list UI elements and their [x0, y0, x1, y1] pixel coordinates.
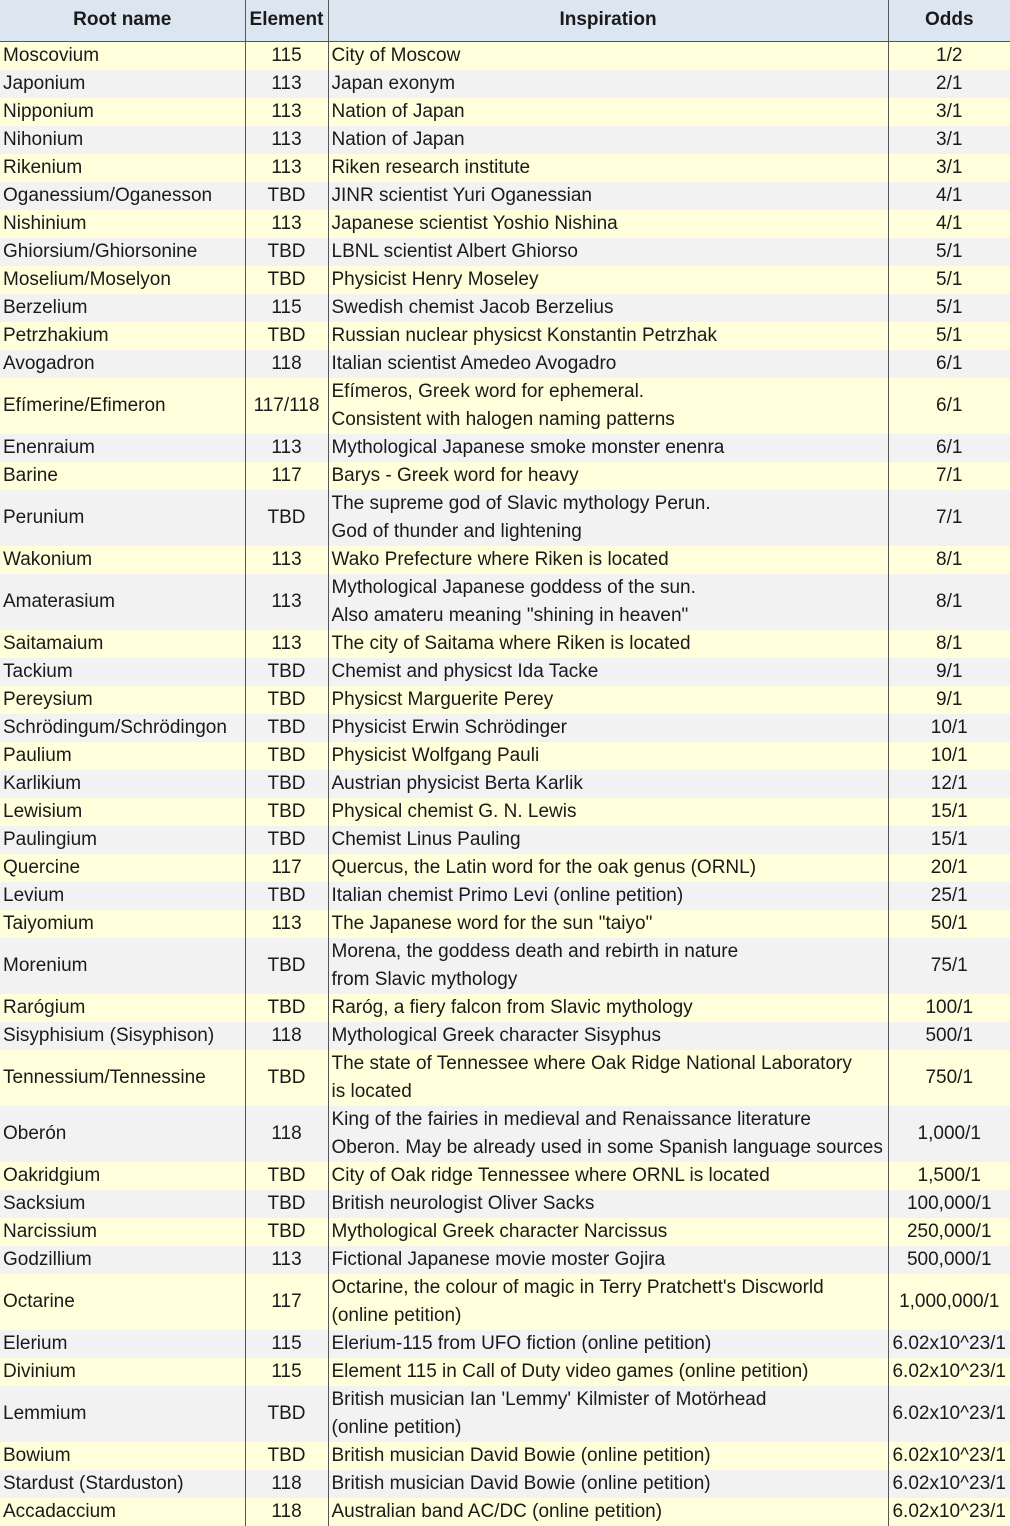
table-row — [0, 854, 1010, 882]
cell-root-name: Amaterasium — [0, 574, 245, 630]
inspiration-line: King of the fairies in medieval and Renaissance literature — [331, 1108, 811, 1130]
cell-inspiration — [328, 994, 888, 1022]
table-row — [0, 322, 1010, 350]
cell-odds: 8/1 — [888, 630, 1010, 658]
inspiration-line: Mythological Japanese smoke monster enenra — [331, 436, 725, 458]
cell-element: TBD — [245, 1442, 328, 1470]
cell-root-name: Levium — [0, 882, 245, 910]
cell-element: 113 — [245, 574, 328, 630]
cell-inspiration — [328, 1358, 888, 1386]
cell-root-name: Schrödingum/Schrödingon — [0, 714, 245, 742]
cell-odds: 2/1 — [888, 70, 1010, 98]
table-row — [0, 1498, 1010, 1526]
table-row — [0, 1246, 1010, 1274]
cell-root-name: Moselium/Moselyon — [0, 266, 245, 294]
table-row — [0, 798, 1010, 826]
cell-root-name: Efímerine/Efimeron — [0, 378, 245, 434]
table-row — [0, 378, 1010, 434]
cell-inspiration — [328, 1050, 888, 1106]
header-odds: Odds — [888, 0, 1010, 41]
inspiration-line: Mythological Greek character Narcissus — [331, 1220, 668, 1242]
cell-root-name: Saitamaium — [0, 630, 245, 658]
cell-inspiration — [328, 378, 888, 434]
inspiration-line: Chemist Linus Pauling — [331, 828, 521, 850]
table-row — [0, 686, 1010, 714]
cell-root-name: Godzillium — [0, 1246, 245, 1274]
cell-inspiration — [328, 714, 888, 742]
cell-inspiration — [328, 1106, 888, 1162]
table-row — [0, 770, 1010, 798]
cell-odds: 750/1 — [888, 1050, 1010, 1106]
cell-odds: 12/1 — [888, 770, 1010, 798]
cell-root-name: Rikenium — [0, 154, 245, 182]
cell-inspiration — [328, 658, 888, 686]
cell-inspiration — [328, 41, 888, 70]
cell-inspiration — [328, 1470, 888, 1498]
inspiration-line: The city of Saitama where Riken is located — [331, 632, 691, 654]
cell-element: TBD — [245, 770, 328, 798]
cell-odds: 6.02x10^23/1 — [888, 1330, 1010, 1358]
inspiration-line: Efímeros, Greek word for ephemeral. — [331, 380, 645, 402]
inspiration-line: Australian band AC/DC (online petition) — [331, 1500, 663, 1522]
cell-element: 115 — [245, 1358, 328, 1386]
cell-odds: 25/1 — [888, 882, 1010, 910]
cell-inspiration — [328, 770, 888, 798]
cell-element: 118 — [245, 1498, 328, 1526]
table-row — [0, 210, 1010, 238]
cell-odds: 3/1 — [888, 154, 1010, 182]
table-row — [0, 1330, 1010, 1358]
table-body — [0, 41, 1010, 1526]
cell-root-name: Octarine — [0, 1274, 245, 1330]
inspiration-line: Oberon. May be already used in some Spanish language sources — [331, 1136, 883, 1158]
cell-inspiration — [328, 70, 888, 98]
cell-root-name: Lemmium — [0, 1386, 245, 1442]
table-row — [0, 994, 1010, 1022]
table-row — [0, 910, 1010, 938]
cell-element: 115 — [245, 41, 328, 70]
cell-inspiration — [328, 1246, 888, 1274]
inspiration-line: Italian chemist Primo Levi (online petition) — [331, 884, 684, 906]
inspiration-line: British musician Ian 'Lemmy' Kilmister of Motörhead — [331, 1388, 767, 1410]
cell-odds: 5/1 — [888, 322, 1010, 350]
cell-element: 117 — [245, 462, 328, 490]
inspiration-line: City of Oak ridge Tennessee where ORNL is located — [331, 1164, 770, 1186]
cell-odds: 250,000/1 — [888, 1218, 1010, 1246]
cell-odds: 6.02x10^23/1 — [888, 1358, 1010, 1386]
inspiration-line: City of Moscow — [331, 44, 461, 66]
cell-element: 113 — [245, 154, 328, 182]
inspiration-line: British neurologist Oliver Sacks — [331, 1192, 595, 1214]
inspiration-line: British musician David Bowie (online petition) — [331, 1444, 711, 1466]
cell-odds: 20/1 — [888, 854, 1010, 882]
cell-odds: 50/1 — [888, 910, 1010, 938]
cell-element: TBD — [245, 798, 328, 826]
cell-root-name: Karlikium — [0, 770, 245, 798]
cell-inspiration — [328, 462, 888, 490]
inspiration-line: Octarine, the colour of magic in Terry Pratchett's Discworld — [331, 1276, 824, 1298]
cell-odds: 4/1 — [888, 210, 1010, 238]
cell-element: 118 — [245, 350, 328, 378]
cell-odds: 6/1 — [888, 434, 1010, 462]
cell-odds: 6.02x10^23/1 — [888, 1498, 1010, 1526]
cell-odds: 5/1 — [888, 238, 1010, 266]
inspiration-line: Physicist Henry Moseley — [331, 268, 539, 290]
cell-odds: 8/1 — [888, 546, 1010, 574]
cell-odds: 6.02x10^23/1 — [888, 1442, 1010, 1470]
cell-odds: 9/1 — [888, 658, 1010, 686]
header-row — [0, 0, 1010, 41]
inspiration-line: The supreme god of Slavic mythology Perun. — [331, 492, 711, 514]
cell-inspiration — [328, 574, 888, 630]
table-row — [0, 1442, 1010, 1470]
cell-root-name: Moscovium — [0, 41, 245, 70]
cell-element: TBD — [245, 994, 328, 1022]
table-row — [0, 182, 1010, 210]
table-row — [0, 1386, 1010, 1442]
cell-root-name: Perunium — [0, 490, 245, 546]
inspiration-line: Barys - Greek word for heavy — [331, 464, 579, 486]
inspiration-line: The state of Tennessee where Oak Ridge National Laboratory — [331, 1052, 852, 1074]
cell-inspiration — [328, 434, 888, 462]
cell-root-name: Japonium — [0, 70, 245, 98]
table-row — [0, 98, 1010, 126]
cell-root-name: Narcissium — [0, 1218, 245, 1246]
inspiration-line: Russian nuclear physicst Konstantin Petrzhak — [331, 324, 717, 346]
cell-root-name: Tackium — [0, 658, 245, 686]
cell-element: TBD — [245, 1162, 328, 1190]
table-row — [0, 490, 1010, 546]
inspiration-line: Fictional Japanese movie moster Gojira — [331, 1248, 666, 1270]
cell-inspiration — [328, 1386, 888, 1442]
cell-element: 117 — [245, 854, 328, 882]
table-row — [0, 41, 1010, 70]
cell-inspiration — [328, 742, 888, 770]
inspiration-line: Elerium-115 from UFO fiction (online petition) — [331, 1332, 712, 1354]
cell-inspiration — [328, 686, 888, 714]
table-row — [0, 574, 1010, 630]
table-row — [0, 546, 1010, 574]
inspiration-line: The Japanese word for the sun "taiyo" — [331, 912, 653, 934]
cell-odds: 1/2 — [888, 41, 1010, 70]
cell-inspiration — [328, 1162, 888, 1190]
inspiration-line: God of thunder and lightening — [331, 520, 582, 542]
cell-odds: 7/1 — [888, 490, 1010, 546]
table-row — [0, 882, 1010, 910]
inspiration-line: Japan exonym — [331, 72, 456, 94]
cell-element: 115 — [245, 1330, 328, 1358]
cell-element: 113 — [245, 1246, 328, 1274]
inspiration-line: Mythological Japanese goddess of the sun. — [331, 576, 696, 598]
cell-element: TBD — [245, 826, 328, 854]
cell-odds: 8/1 — [888, 574, 1010, 630]
cell-inspiration — [328, 910, 888, 938]
table-row — [0, 70, 1010, 98]
cell-root-name: Paulium — [0, 742, 245, 770]
cell-root-name: Ghiorsium/Ghiorsonine — [0, 238, 245, 266]
cell-element: TBD — [245, 238, 328, 266]
inspiration-line: Italian scientist Amedeo Avogadro — [331, 352, 617, 374]
cell-element: TBD — [245, 182, 328, 210]
cell-root-name: Pereysium — [0, 686, 245, 714]
cell-inspiration — [328, 1274, 888, 1330]
cell-element: 113 — [245, 98, 328, 126]
cell-element: TBD — [245, 322, 328, 350]
inspiration-line: Element 115 in Call of Duty video games (online petition) — [331, 1360, 809, 1382]
table-row — [0, 126, 1010, 154]
cell-root-name: Nipponium — [0, 98, 245, 126]
cell-odds: 5/1 — [888, 294, 1010, 322]
cell-odds: 6/1 — [888, 350, 1010, 378]
cell-odds: 15/1 — [888, 798, 1010, 826]
cell-root-name: Stardust (Starduston) — [0, 1470, 245, 1498]
inspiration-line: Morena, the goddess death and rebirth in nature — [331, 940, 739, 962]
cell-root-name: Berzelium — [0, 294, 245, 322]
cell-odds: 500/1 — [888, 1022, 1010, 1050]
cell-element: TBD — [245, 266, 328, 294]
cell-element: 117/118 — [245, 378, 328, 434]
table-row — [0, 630, 1010, 658]
header-inspiration: Inspiration — [328, 0, 888, 41]
cell-element: TBD — [245, 686, 328, 714]
cell-element: 113 — [245, 434, 328, 462]
table-row — [0, 1470, 1010, 1498]
cell-odds: 75/1 — [888, 938, 1010, 994]
cell-odds: 3/1 — [888, 98, 1010, 126]
cell-element: TBD — [245, 1218, 328, 1246]
cell-root-name: Tennessium/Tennessine — [0, 1050, 245, 1106]
table-row — [0, 938, 1010, 994]
cell-inspiration — [328, 1442, 888, 1470]
cell-inspiration — [328, 1498, 888, 1526]
cell-odds: 15/1 — [888, 826, 1010, 854]
cell-odds: 3/1 — [888, 126, 1010, 154]
cell-inspiration — [328, 630, 888, 658]
inspiration-line: Chemist and physicst Ida Tacke — [331, 660, 599, 682]
cell-inspiration — [328, 938, 888, 994]
cell-element: 113 — [245, 126, 328, 154]
cell-odds: 6.02x10^23/1 — [888, 1386, 1010, 1442]
inspiration-line: Mythological Greek character Sisyphus — [331, 1024, 661, 1046]
cell-element: 118 — [245, 1022, 328, 1050]
cell-element: 113 — [245, 630, 328, 658]
cell-inspiration — [328, 350, 888, 378]
table-row — [0, 1274, 1010, 1330]
cell-odds: 100/1 — [888, 994, 1010, 1022]
cell-root-name: Morenium — [0, 938, 245, 994]
cell-odds: 6.02x10^23/1 — [888, 1470, 1010, 1498]
cell-root-name: Nishinium — [0, 210, 245, 238]
table-row — [0, 266, 1010, 294]
cell-inspiration — [328, 98, 888, 126]
inspiration-line: Nation of Japan — [331, 100, 465, 122]
cell-root-name: Rarógium — [0, 994, 245, 1022]
cell-root-name: Barine — [0, 462, 245, 490]
cell-root-name: Quercine — [0, 854, 245, 882]
cell-inspiration — [328, 1190, 888, 1218]
cell-root-name: Oberón — [0, 1106, 245, 1162]
inspiration-line: is located — [331, 1080, 412, 1102]
cell-root-name: Sacksium — [0, 1190, 245, 1218]
cell-root-name: Taiyomium — [0, 910, 245, 938]
cell-root-name: Lewisium — [0, 798, 245, 826]
cell-element: TBD — [245, 938, 328, 994]
cell-element: TBD — [245, 714, 328, 742]
cell-root-name: Enenraium — [0, 434, 245, 462]
table-row — [0, 1190, 1010, 1218]
cell-element: TBD — [245, 742, 328, 770]
cell-inspiration — [328, 154, 888, 182]
inspiration-line: Raróg, a fiery falcon from Slavic mythology — [331, 996, 693, 1018]
cell-element: TBD — [245, 1050, 328, 1106]
cell-root-name: Bowium — [0, 1442, 245, 1470]
inspiration-line: Physicist Erwin Schrödinger — [331, 716, 567, 738]
cell-inspiration — [328, 126, 888, 154]
cell-inspiration — [328, 882, 888, 910]
cell-odds: 500,000/1 — [888, 1246, 1010, 1274]
table-row — [0, 1218, 1010, 1246]
table-row — [0, 1162, 1010, 1190]
cell-root-name: Sisyphisium (Sisyphison) — [0, 1022, 245, 1050]
cell-element: TBD — [245, 1190, 328, 1218]
cell-inspiration — [328, 854, 888, 882]
cell-root-name: Nihonium — [0, 126, 245, 154]
table-row — [0, 350, 1010, 378]
inspiration-line: Nation of Japan — [331, 128, 465, 150]
cell-inspiration — [328, 294, 888, 322]
inspiration-line: Swedish chemist Jacob Berzelius — [331, 296, 614, 318]
cell-inspiration — [328, 826, 888, 854]
table-row — [0, 434, 1010, 462]
cell-root-name: Oakridgium — [0, 1162, 245, 1190]
cell-inspiration — [328, 546, 888, 574]
cell-odds: 1,000,000/1 — [888, 1274, 1010, 1330]
cell-root-name: Divinium — [0, 1358, 245, 1386]
cell-odds: 6/1 — [888, 378, 1010, 434]
cell-root-name: Accadaccium — [0, 1498, 245, 1526]
cell-inspiration — [328, 182, 888, 210]
cell-element: 113 — [245, 70, 328, 98]
inspiration-line: Austrian physicist Berta Karlik — [331, 772, 583, 794]
cell-element: 117 — [245, 1274, 328, 1330]
cell-odds: 10/1 — [888, 714, 1010, 742]
table-row — [0, 826, 1010, 854]
cell-root-name: Oganessium/Oganesson — [0, 182, 245, 210]
cell-odds: 7/1 — [888, 462, 1010, 490]
inspiration-line: Quercus, the Latin word for the oak genus (ORNL) — [331, 856, 757, 878]
cell-odds: 1,500/1 — [888, 1162, 1010, 1190]
cell-inspiration — [328, 798, 888, 826]
inspiration-line: from Slavic mythology — [331, 968, 518, 990]
cell-odds: 9/1 — [888, 686, 1010, 714]
cell-inspiration — [328, 322, 888, 350]
cell-element: 118 — [245, 1106, 328, 1162]
table-row — [0, 294, 1010, 322]
cell-odds: 1,000/1 — [888, 1106, 1010, 1162]
inspiration-line: Japanese scientist Yoshio Nishina — [331, 212, 618, 234]
cell-element: TBD — [245, 490, 328, 546]
cell-odds: 5/1 — [888, 266, 1010, 294]
inspiration-line: Physicst Marguerite Perey — [331, 688, 554, 710]
inspiration-line: (online petition) — [331, 1416, 462, 1438]
table-row — [0, 742, 1010, 770]
cell-inspiration — [328, 238, 888, 266]
inspiration-line: Riken research institute — [331, 156, 531, 178]
header-element: Element — [245, 0, 328, 41]
cell-element: 115 — [245, 294, 328, 322]
cell-inspiration — [328, 1330, 888, 1358]
cell-inspiration — [328, 490, 888, 546]
inspiration-line: Consistent with halogen naming patterns — [331, 408, 675, 430]
inspiration-line: Wako Prefecture where Riken is located — [331, 548, 669, 570]
cell-inspiration — [328, 210, 888, 238]
cell-odds: 10/1 — [888, 742, 1010, 770]
table-row — [0, 1050, 1010, 1106]
header-root-name: Root name — [0, 0, 245, 41]
cell-root-name: Avogadron — [0, 350, 245, 378]
cell-root-name: Wakonium — [0, 546, 245, 574]
table-row — [0, 658, 1010, 686]
inspiration-line: Also amateru meaning "shining in heaven" — [331, 604, 689, 626]
table-row — [0, 154, 1010, 182]
cell-root-name: Paulingium — [0, 826, 245, 854]
cell-element: 113 — [245, 546, 328, 574]
table-row — [0, 462, 1010, 490]
inspiration-line: British musician David Bowie (online petition) — [331, 1472, 711, 1494]
table-row — [0, 238, 1010, 266]
cell-odds: 4/1 — [888, 182, 1010, 210]
cell-element: 113 — [245, 210, 328, 238]
cell-odds: 100,000/1 — [888, 1190, 1010, 1218]
cell-element: TBD — [245, 882, 328, 910]
cell-element: TBD — [245, 1386, 328, 1442]
cell-inspiration — [328, 1218, 888, 1246]
table-row — [0, 1358, 1010, 1386]
cell-inspiration — [328, 1022, 888, 1050]
table-row — [0, 1022, 1010, 1050]
inspiration-line: (online petition) — [331, 1304, 462, 1326]
cell-element: TBD — [245, 658, 328, 686]
cell-inspiration — [328, 266, 888, 294]
inspiration-line: Physical chemist G. N. Lewis — [331, 800, 577, 822]
inspiration-line: JINR scientist Yuri Oganessian — [331, 184, 592, 206]
cell-element: 113 — [245, 910, 328, 938]
cell-root-name: Petrzhakium — [0, 322, 245, 350]
table-row — [0, 1106, 1010, 1162]
cell-element: 118 — [245, 1470, 328, 1498]
table-row — [0, 714, 1010, 742]
inspiration-line: LBNL scientist Albert Ghiorso — [331, 240, 578, 262]
cell-root-name: Elerium — [0, 1330, 245, 1358]
inspiration-line: Physicist Wolfgang Pauli — [331, 744, 540, 766]
